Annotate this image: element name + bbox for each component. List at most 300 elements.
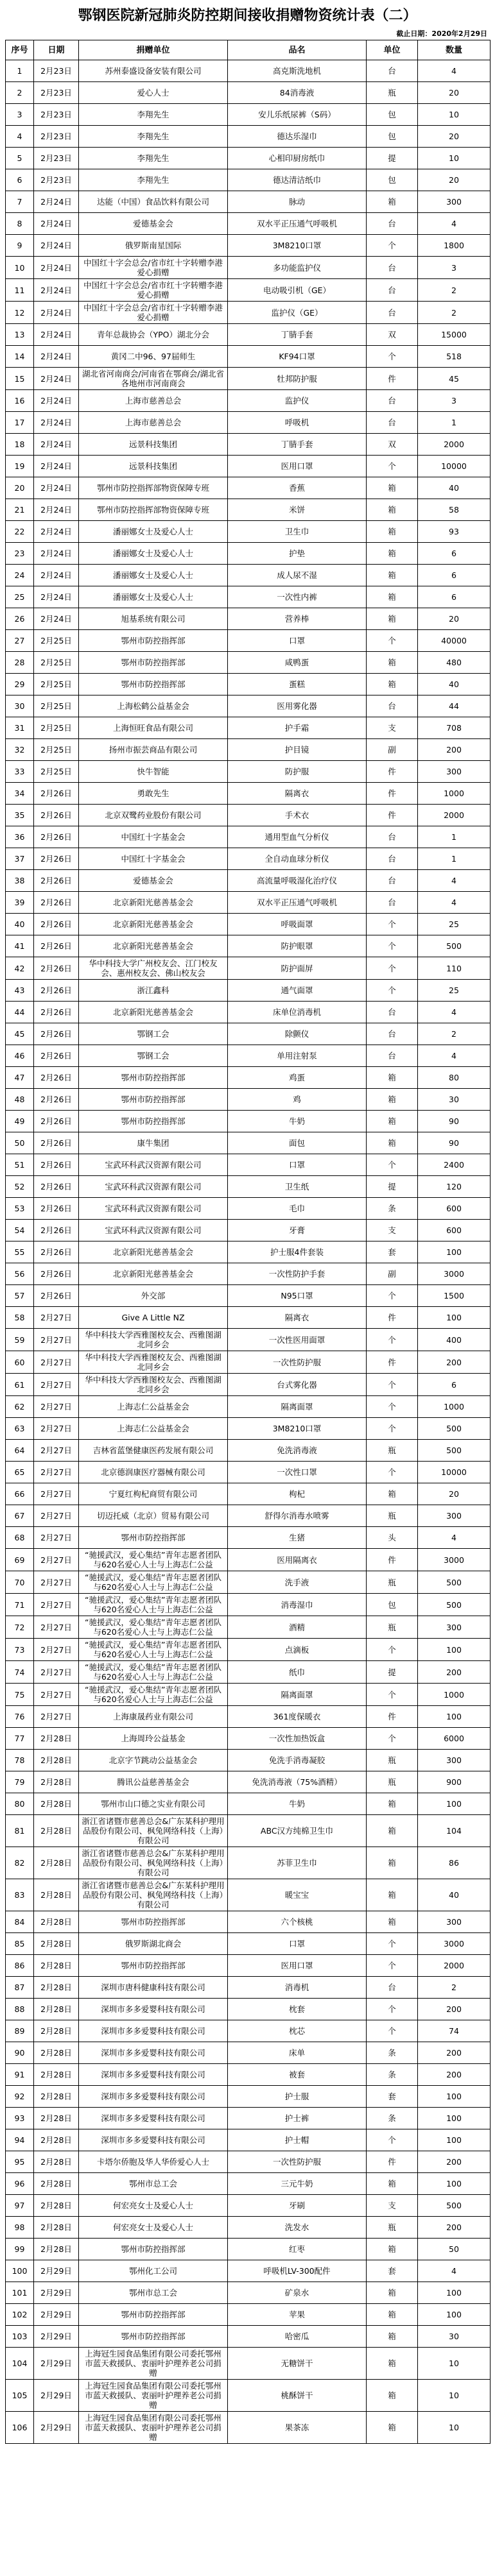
cell-donor: 上海恒旺食品有限公司: [79, 717, 228, 739]
cell-index: 104: [6, 2348, 34, 2380]
cell-date: 2月28日: [34, 2129, 79, 2151]
cell-item: 生猪: [228, 1527, 367, 1549]
cell-index: 62: [6, 1396, 34, 1418]
cell-item: 84消毒液: [228, 82, 367, 104]
table-row: [6, 235, 491, 257]
table-row: [6, 2412, 491, 2444]
cell-unit: 双: [367, 434, 418, 456]
cell-quantity: 500: [418, 1571, 491, 1594]
cell-quantity: 4: [418, 1527, 491, 1549]
cell-date: 2月27日: [34, 1505, 79, 1527]
cell-quantity: 20: [418, 608, 491, 630]
cell-index: 100: [6, 2260, 34, 2282]
cell-item: 3M8210口罩: [228, 235, 367, 257]
cell-index: 30: [6, 695, 34, 717]
cell-unit: 台: [367, 279, 418, 302]
cell-unit: 个: [367, 1933, 418, 1955]
cell-item: 果茶冻: [228, 2412, 367, 2444]
table-row: [6, 1750, 491, 1771]
cell-date: 2月27日: [34, 1483, 79, 1505]
cell-donor: 浙江省诸暨市慈善总会&广东某科护理用品股份有限公司、枫兔网络科技（上海）有限公司: [79, 1815, 228, 1847]
table-row: [6, 586, 491, 608]
cell-quantity: 100: [418, 2173, 491, 2195]
cell-index: 69: [6, 1549, 34, 1571]
cell-donor: 宝武环科武汉资源有限公司: [79, 1154, 228, 1176]
cell-unit: 箱: [367, 1911, 418, 1933]
header-donor: 捐赠单位: [79, 40, 228, 60]
cell-date: 2月23日: [34, 169, 79, 191]
cell-quantity: 500: [418, 1594, 491, 1616]
cell-donor: “驰援武汉，爱心集结”青年志愿者团队与620名爱心人士与上海志仁公益: [79, 1571, 228, 1594]
cell-quantity: 10: [418, 2412, 491, 2444]
table-row: [6, 1462, 491, 1483]
table-row: [6, 1307, 491, 1329]
cell-item: 洗手液: [228, 1571, 367, 1594]
cell-item: 德达乐湿巾: [228, 126, 367, 148]
cell-donor: 深圳市多多爱婴科技有限公司: [79, 2108, 228, 2129]
cell-date: 2月25日: [34, 739, 79, 761]
table-row: [6, 652, 491, 674]
cell-item: 护士帽: [228, 2129, 367, 2151]
cell-item: 医用隔离衣: [228, 1549, 367, 1571]
cell-unit: 个: [367, 456, 418, 477]
cell-quantity: 104: [418, 1815, 491, 1847]
cell-index: 75: [6, 1684, 34, 1706]
cell-unit: 台: [367, 302, 418, 324]
cell-item: 一次性防护服: [228, 2151, 367, 2173]
cell-index: 46: [6, 1045, 34, 1067]
cell-quantity: 300: [418, 1750, 491, 1771]
table-row: [6, 1374, 491, 1396]
cell-unit: 台: [367, 892, 418, 914]
cell-item: 苏菲卫生巾: [228, 1847, 367, 1879]
cell-unit: 包: [367, 104, 418, 126]
cell-donor: 腾讯公益慈善基金会: [79, 1771, 228, 1793]
cell-donor: 宁夏红枸杞商贸有限公司: [79, 1483, 228, 1505]
table-row: [6, 2020, 491, 2042]
cell-item: 哈密瓜: [228, 2326, 367, 2348]
cell-unit: 件: [367, 1307, 418, 1329]
cell-item: 护手霜: [228, 717, 367, 739]
cell-unit: 箱: [367, 499, 418, 521]
cell-index: 42: [6, 957, 34, 980]
cell-donor: 鄂州市总工会: [79, 2282, 228, 2304]
cell-unit: 箱: [367, 2326, 418, 2348]
table-row: [6, 1527, 491, 1549]
cell-unit: 个: [367, 1684, 418, 1706]
cell-quantity: 20: [418, 169, 491, 191]
cell-index: 26: [6, 608, 34, 630]
cell-donor: 宝武环科武汉资源有限公司: [79, 1198, 228, 1220]
table-row: [6, 2260, 491, 2282]
cell-item: 手术衣: [228, 805, 367, 826]
table-row: [6, 848, 491, 870]
cell-item: 牛奶: [228, 1793, 367, 1815]
table-row: [6, 1351, 491, 1374]
table-row: [6, 2042, 491, 2064]
cell-unit: 箱: [367, 1067, 418, 1089]
cell-item: 免洗消毒液: [228, 1440, 367, 1462]
table-row: [6, 1045, 491, 1067]
cell-date: 2月26日: [34, 783, 79, 805]
cell-quantity: 300: [418, 1911, 491, 1933]
cell-date: 2月24日: [34, 390, 79, 412]
table-row: [6, 695, 491, 717]
cell-donor: 上海冠生园食品集团有限公司委托鄂州市蓝天救援队、衷丽叶护理养老公司捐赠: [79, 2380, 228, 2412]
cell-item: 一次性内裤: [228, 586, 367, 608]
cell-date: 2月29日: [34, 2260, 79, 2282]
table-row: [6, 368, 491, 390]
cell-quantity: 500: [418, 1418, 491, 1440]
cell-quantity: 2: [418, 1023, 491, 1045]
cell-donor: 上海冠生园食品集团有限公司委托鄂州市蓝天救援队、衷丽叶护理养老公司捐赠: [79, 2348, 228, 2380]
cell-date: 2月29日: [34, 2282, 79, 2304]
cell-index: 8: [6, 213, 34, 235]
cell-unit: 台: [367, 213, 418, 235]
table-row: [6, 826, 491, 848]
cell-date: 2月26日: [34, 1198, 79, 1220]
table-row: [6, 1706, 491, 1728]
cell-quantity: 45: [418, 368, 491, 390]
cell-quantity: 2: [418, 302, 491, 324]
cell-donor: 潘丽娜女士及爱心人士: [79, 565, 228, 586]
cell-donor: 华中科技大学西雅图校友会、西雅图湖北同乡会: [79, 1374, 228, 1396]
cell-donor: 爱德基金会: [79, 870, 228, 892]
cell-donor: 深圳市多多爱婴科技有限公司: [79, 2042, 228, 2064]
cell-quantity: 100: [418, 1793, 491, 1815]
cell-quantity: 6: [418, 586, 491, 608]
cell-index: 34: [6, 783, 34, 805]
cell-date: 2月26日: [34, 914, 79, 935]
cell-item: 电动吸引机（GE）: [228, 279, 367, 302]
cell-donor: 快牛智能: [79, 761, 228, 783]
cell-quantity: 1800: [418, 235, 491, 257]
cell-unit: 条: [367, 2064, 418, 2086]
table-row: [6, 2326, 491, 2348]
table-row: [6, 761, 491, 783]
cell-date: 2月27日: [34, 1706, 79, 1728]
header-date: 日期: [34, 40, 79, 60]
table-row: [6, 608, 491, 630]
cell-donor: 上海冠生园食品集团有限公司委托鄂州市蓝天救援队、衷丽叶护理养老公司捐赠: [79, 2412, 228, 2444]
cell-unit: 瓶: [367, 1750, 418, 1771]
cell-quantity: 25: [418, 980, 491, 1002]
cell-unit: 箱: [367, 608, 418, 630]
cell-unit: 提: [367, 1176, 418, 1198]
cell-item: 床单: [228, 2042, 367, 2064]
cell-unit: 个: [367, 914, 418, 935]
cell-index: 43: [6, 980, 34, 1002]
cell-item: 牙膏: [228, 1220, 367, 1241]
cell-unit: 件: [367, 1351, 418, 1374]
cell-date: 2月27日: [34, 1396, 79, 1418]
cell-quantity: 300: [418, 1616, 491, 1639]
cell-unit: 箱: [367, 2348, 418, 2380]
cell-item: 呼吸面罩: [228, 914, 367, 935]
cell-unit: 条: [367, 2042, 418, 2064]
cell-unit: 个: [367, 1999, 418, 2020]
cell-donor: 宝武环科武汉资源有限公司: [79, 1220, 228, 1241]
cell-date: 2月28日: [34, 1728, 79, 1750]
cell-unit: 箱: [367, 1793, 418, 1815]
cell-date: 2月24日: [34, 456, 79, 477]
cell-unit: 个: [367, 935, 418, 957]
table-row: [6, 543, 491, 565]
cell-date: 2月28日: [34, 1911, 79, 1933]
cutoff-date: 截止日期：2020年2月29日: [396, 30, 487, 38]
cell-quantity: 2000: [418, 805, 491, 826]
table-row: [6, 346, 491, 368]
cell-date: 2月28日: [34, 2064, 79, 2086]
table-row: [6, 892, 491, 914]
cell-unit: 瓶: [367, 1505, 418, 1527]
cell-index: 92: [6, 2086, 34, 2108]
cell-donor: 上海志仁公益基金会: [79, 1396, 228, 1418]
cell-quantity: 100: [418, 2129, 491, 2151]
cell-index: 21: [6, 499, 34, 521]
cell-unit: 条: [367, 1198, 418, 1220]
cell-item: ABC汉方纯棉卫生巾: [228, 1815, 367, 1847]
cell-quantity: 3000: [418, 1263, 491, 1285]
cell-quantity: 300: [418, 761, 491, 783]
cell-donor: 鄂州市防控指挥部: [79, 630, 228, 652]
cell-donor: 中国红十字基金会: [79, 826, 228, 848]
cell-unit: 个: [367, 980, 418, 1002]
cell-donor: 上海市慈善总会: [79, 412, 228, 434]
cell-quantity: 10: [418, 148, 491, 169]
cell-quantity: 100: [418, 2108, 491, 2129]
table-row: [6, 302, 491, 324]
cell-unit: 套: [367, 1241, 418, 1263]
cell-unit: 台: [367, 257, 418, 279]
table-row: [6, 630, 491, 652]
cell-donor: 北京双鹭药业股份有限公司: [79, 805, 228, 826]
table-row: [6, 565, 491, 586]
cell-unit: 套: [367, 2260, 418, 2282]
cell-index: 93: [6, 2108, 34, 2129]
cell-index: 89: [6, 2020, 34, 2042]
cell-donor: 鄂州市防控指挥部: [79, 1911, 228, 1933]
table-row: [6, 1955, 491, 1977]
cell-item: 营养棒: [228, 608, 367, 630]
cell-date: 2月28日: [34, 1955, 79, 1977]
cell-index: 31: [6, 717, 34, 739]
cell-item: 米饼: [228, 499, 367, 521]
cell-index: 45: [6, 1023, 34, 1045]
cell-unit: 台: [367, 826, 418, 848]
cell-quantity: 1000: [418, 1396, 491, 1418]
cell-quantity: 1: [418, 848, 491, 870]
cell-index: 38: [6, 870, 34, 892]
cell-index: 101: [6, 2282, 34, 2304]
cell-quantity: 518: [418, 346, 491, 368]
cell-quantity: 708: [418, 717, 491, 739]
cell-donor: 鄂州市防控指挥部: [79, 652, 228, 674]
cell-donor: 上海市慈善总会: [79, 390, 228, 412]
cell-unit: 件: [367, 805, 418, 826]
cell-index: 86: [6, 1955, 34, 1977]
cell-index: 81: [6, 1815, 34, 1847]
cell-unit: 箱: [367, 2282, 418, 2304]
cell-quantity: 1500: [418, 1285, 491, 1307]
cell-donor: “驰援武汉，爱心集结”青年志愿者团队与620名爱心人士与上海志仁公益: [79, 1594, 228, 1616]
cell-donor: 鄂州化工公司: [79, 2260, 228, 2282]
table-row: [6, 1418, 491, 1440]
cell-unit: 双: [367, 324, 418, 346]
table-row: [6, 1067, 491, 1089]
cell-index: 3: [6, 104, 34, 126]
cell-date: 2月26日: [34, 1154, 79, 1176]
cell-item: 361度保暖衣: [228, 1706, 367, 1728]
cell-donor: 鄂钢工会: [79, 1023, 228, 1045]
table-row: [6, 390, 491, 412]
cell-item: 全自动血球分析仪: [228, 848, 367, 870]
cell-quantity: 10: [418, 2380, 491, 2412]
cell-quantity: 10: [418, 2348, 491, 2380]
cell-item: 除颤仪: [228, 1023, 367, 1045]
cell-index: 50: [6, 1132, 34, 1154]
cell-date: 2月28日: [34, 1847, 79, 1879]
cell-item: 免洗消毒液（75%酒精）: [228, 1771, 367, 1793]
table-row: [6, 434, 491, 456]
cell-index: 66: [6, 1483, 34, 1505]
table-row: [6, 2151, 491, 2173]
cell-donor: 扬州市振芸商品有限公司: [79, 739, 228, 761]
cell-index: 97: [6, 2195, 34, 2217]
cell-date: 2月28日: [34, 2042, 79, 2064]
cell-index: 95: [6, 2151, 34, 2173]
cell-index: 72: [6, 1616, 34, 1639]
cell-unit: 台: [367, 412, 418, 434]
cell-quantity: 58: [418, 499, 491, 521]
cell-date: 2月23日: [34, 126, 79, 148]
table-row: [6, 1198, 491, 1220]
cell-index: 39: [6, 892, 34, 914]
cell-quantity: 2000: [418, 434, 491, 456]
cell-donor: 深圳市多多爱婴科技有限公司: [79, 2020, 228, 2042]
cell-item: 医用雾化器: [228, 695, 367, 717]
cell-donor: 俄罗斯湖北商会: [79, 1933, 228, 1955]
cell-index: 76: [6, 1706, 34, 1728]
cell-unit: 件: [367, 368, 418, 390]
cell-donor: 深圳市多多爱婴科技有限公司: [79, 2064, 228, 2086]
table-row: [6, 2304, 491, 2326]
cell-quantity: 3000: [418, 1549, 491, 1571]
cell-item: 苹果: [228, 2304, 367, 2326]
cell-quantity: 1: [418, 826, 491, 848]
cell-date: 2月26日: [34, 1023, 79, 1045]
cell-quantity: 4: [418, 60, 491, 82]
cell-item: 双水平正压通气呼吸机: [228, 213, 367, 235]
cell-index: 78: [6, 1750, 34, 1771]
cell-item: 隔离面罩: [228, 1396, 367, 1418]
table-row: [6, 1639, 491, 1661]
cell-index: 33: [6, 761, 34, 783]
cell-date: 2月24日: [34, 608, 79, 630]
table-row: [6, 1728, 491, 1750]
cell-item: 防护服: [228, 761, 367, 783]
cell-index: 71: [6, 1594, 34, 1616]
cell-donor: 远景科技集团: [79, 456, 228, 477]
cell-unit: 箱: [367, 2239, 418, 2260]
cell-quantity: 100: [418, 2086, 491, 2108]
cell-index: 68: [6, 1527, 34, 1549]
cell-index: 105: [6, 2380, 34, 2412]
cell-index: 5: [6, 148, 34, 169]
cell-quantity: 200: [418, 739, 491, 761]
table-row: [6, 1440, 491, 1462]
table-row: [6, 1023, 491, 1045]
cell-donor: 鄂州市山口德之实业有限公司: [79, 1793, 228, 1815]
cell-unit: 个: [367, 346, 418, 368]
cell-unit: 台: [367, 870, 418, 892]
cell-unit: 箱: [367, 565, 418, 586]
cell-donor: “驰援武汉，爱心集结”青年志愿者团队与620名爱心人士与上海志仁公益: [79, 1616, 228, 1639]
cell-item: 台式雾化器: [228, 1374, 367, 1396]
cell-index: 36: [6, 826, 34, 848]
cell-quantity: 200: [418, 1999, 491, 2020]
cell-date: 2月25日: [34, 674, 79, 695]
cell-date: 2月27日: [34, 1594, 79, 1616]
table-row: [6, 104, 491, 126]
cell-donor: 浙江省诸暨市慈善总会&广东某科护理用品股份有限公司、枫兔网络科技（上海）有限公司: [79, 1879, 228, 1911]
table-row: [6, 980, 491, 1002]
cell-donor: 深圳市多多爱婴科技有限公司: [79, 2086, 228, 2108]
table-row: [6, 1684, 491, 1706]
cell-donor: 李翔先生: [79, 104, 228, 126]
cell-unit: 箱: [367, 1879, 418, 1911]
cell-donor: 外交部: [79, 1285, 228, 1307]
cell-date: 2月27日: [34, 1307, 79, 1329]
cell-index: 98: [6, 2217, 34, 2239]
cell-date: 2月26日: [34, 805, 79, 826]
table-row: [6, 2239, 491, 2260]
cell-unit: 瓶: [367, 1571, 418, 1594]
cell-item: 一次性加热饭盒: [228, 1728, 367, 1750]
cell-item: 监护仪（GE）: [228, 302, 367, 324]
cell-item: 床单位消毒机: [228, 1002, 367, 1023]
cell-item: 桃酥饼干: [228, 2380, 367, 2412]
table-row: [6, 1977, 491, 1999]
cell-date: 2月25日: [34, 717, 79, 739]
cell-date: 2月26日: [34, 1132, 79, 1154]
cell-date: 2月24日: [34, 586, 79, 608]
cell-date: 2月23日: [34, 82, 79, 104]
cell-date: 2月26日: [34, 1285, 79, 1307]
cell-donor: 华中科技大学西雅图校友会、西雅图湖北同乡会: [79, 1329, 228, 1351]
cell-unit: 台: [367, 1977, 418, 1999]
cell-date: 2月24日: [34, 324, 79, 346]
cell-unit: 个: [367, 1955, 418, 1977]
cell-quantity: 30: [418, 1089, 491, 1111]
cell-quantity: 400: [418, 1329, 491, 1351]
cell-unit: 瓶: [367, 82, 418, 104]
cell-index: 9: [6, 235, 34, 257]
cell-item: 心相印厨房纸巾: [228, 148, 367, 169]
cell-item: 医用口罩: [228, 456, 367, 477]
cell-index: 83: [6, 1879, 34, 1911]
cell-donor: 北京新阳光慈善基金会: [79, 892, 228, 914]
cell-donor: 浙江省诸暨市慈善总会&广东某科护理用品股份有限公司、枫兔网络科技（上海）有限公司: [79, 1847, 228, 1879]
cell-quantity: 6: [418, 1374, 491, 1396]
cell-donor: 青年总裁协会（YPO）湖北分会: [79, 324, 228, 346]
cell-donor: 鄂州市防控指挥部: [79, 2326, 228, 2348]
cell-quantity: 100: [418, 1307, 491, 1329]
table-row: [6, 1815, 491, 1847]
cell-date: 2月24日: [34, 302, 79, 324]
cell-unit: 包: [367, 1594, 418, 1616]
cell-donor: 卡塔尔侨胞及华人华侨爱心人士: [79, 2151, 228, 2173]
